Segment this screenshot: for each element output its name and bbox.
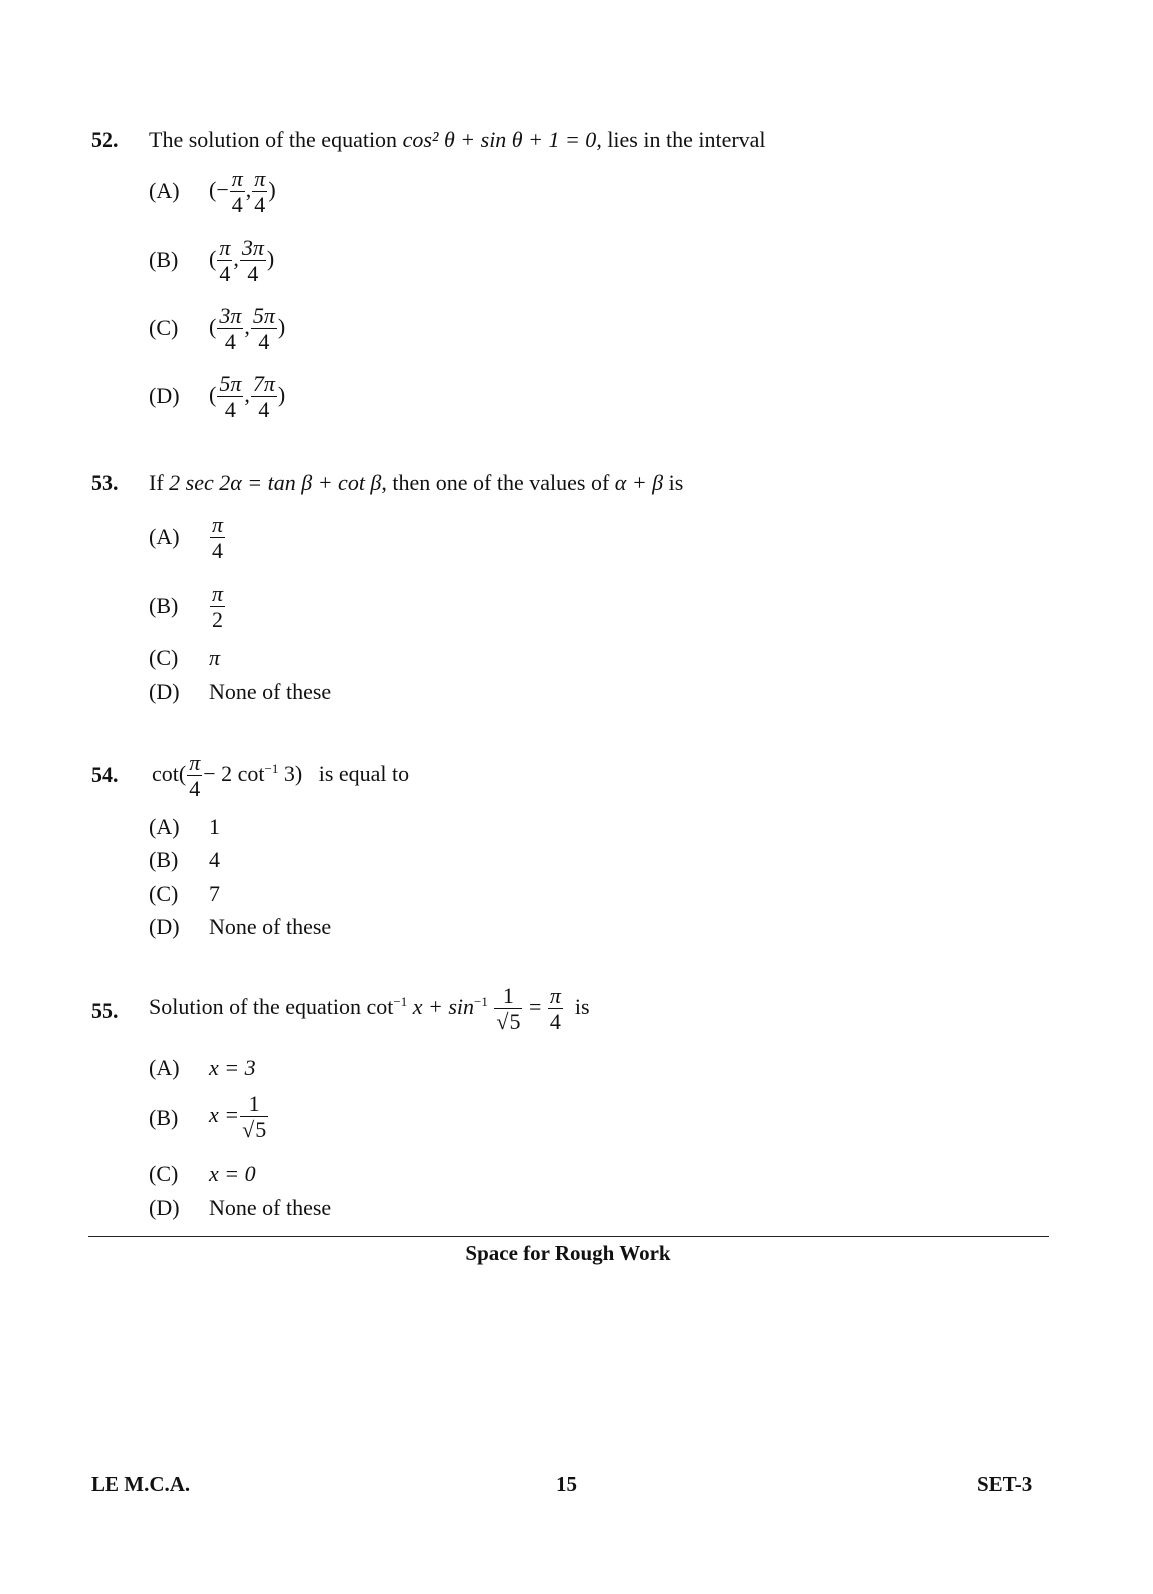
option-label: (A) xyxy=(149,524,180,549)
fraction: $\frac{5\pi}{4}$ xyxy=(252,303,275,355)
stem-equation: cos² θ + sin θ + 1 = 0 xyxy=(402,127,597,152)
fraction: $\frac{7\pi}{4}$ xyxy=(252,371,275,423)
fraction: $\frac{5\pi}{4}$ xyxy=(219,371,242,423)
question-stem xyxy=(149,127,766,153)
fraction: $\frac{\pi}{4}$ xyxy=(254,166,266,218)
question-number: 53. xyxy=(91,470,119,495)
footer-exam-code: LE M.C.A. xyxy=(91,1472,191,1496)
option-label: (D) xyxy=(149,679,180,704)
stem-equation: 2 sec 2α = tan β + cot β xyxy=(169,470,382,495)
fraction: $\frac{\pi}{4}$ xyxy=(189,750,201,802)
rough-work-heading: Space for Rough Work xyxy=(465,1241,671,1265)
footer-page-number: 15 xyxy=(556,1472,577,1496)
question-number: 55. xyxy=(91,998,119,1023)
option-label: (D) xyxy=(149,914,180,939)
option-value: 7 xyxy=(209,881,220,906)
option-value: 1 xyxy=(209,814,220,839)
fraction: $\frac{3\pi}{4}$ xyxy=(241,235,264,287)
option-value: x = 0 xyxy=(209,1161,256,1186)
option-value xyxy=(209,581,226,633)
option-label: (B) xyxy=(149,1105,179,1130)
option-value: x = 3 xyxy=(209,1055,256,1080)
stem-text: The solution of the equation xyxy=(149,127,398,152)
option-label: (B) xyxy=(149,247,179,272)
sqrt-symbol: √5 xyxy=(242,1117,267,1143)
stem-expression: α + β xyxy=(614,470,664,495)
option-value: x = $\frac{1}{√5}$ xyxy=(209,1091,267,1143)
sqrt-symbol: √5 xyxy=(496,1009,521,1035)
option-label: (C) xyxy=(149,1161,179,1186)
option-label: (A) xyxy=(149,178,180,203)
fraction: $\frac{\pi}{2}$ xyxy=(212,581,224,633)
option-value: None of these xyxy=(209,914,332,939)
option-label: (A) xyxy=(149,1055,180,1080)
option-value: ( $\frac{3\pi}{4}$ , $\frac{5\pi}{4}$ ) xyxy=(209,303,286,355)
fraction: $\frac{1}{√5}$ xyxy=(496,983,521,1035)
option-label: (B) xyxy=(149,593,179,618)
option-label: (C) xyxy=(149,315,179,340)
option-value: None of these xyxy=(209,1195,332,1220)
option-label: (D) xyxy=(149,1195,180,1220)
option-value: None of these xyxy=(209,679,332,704)
footer-set-code: SET-3 xyxy=(977,1472,1033,1496)
question-stem: cot( $\frac{\pi}{4}$ − 2 $\cot^{-1} 3$) is equal to xyxy=(152,750,410,802)
fraction: $\frac{\pi}{4}$ xyxy=(212,512,224,564)
option-value: π xyxy=(209,645,221,670)
fraction: $\frac{1}{√5}$ xyxy=(242,1091,267,1143)
fraction: $\frac{\pi}{4}$ xyxy=(231,166,243,218)
fraction: $\frac{\pi}{4}$ xyxy=(549,983,561,1035)
divider-line xyxy=(88,1236,1049,1237)
stem-text-end: , lies in the interval xyxy=(596,127,766,152)
option-label: (D) xyxy=(149,383,180,408)
option-value: ( $\frac{5\pi}{4}$ , $\frac{7\pi}{4}$ ) xyxy=(209,371,286,423)
question-number: 52. xyxy=(91,127,119,152)
question-stem: If 2 sec 2α = tan β + cot β, then one of the values of α + β is xyxy=(149,470,684,495)
option-value: ( $\frac{\pi}{4}$ , $\frac{3\pi}{4}$ ) xyxy=(209,235,275,287)
fraction: $\frac{3\pi}{4}$ xyxy=(219,303,242,355)
fraction: $\frac{\pi}{4}$ xyxy=(219,235,231,287)
question-number: 54. xyxy=(91,762,119,787)
option-value: 4 xyxy=(209,847,220,872)
option-label: (C) xyxy=(149,881,179,906)
option-label: (C) xyxy=(149,645,179,670)
option-label: (B) xyxy=(149,847,179,872)
option-label: (A) xyxy=(149,814,180,839)
question-stem: Solution of the equation $\cot^{-1} x + \sin^{-1}$ $\frac{1}{√5}$ = $\frac{\pi}{4}$ is xyxy=(149,983,590,1035)
option-value: (− $\frac{\pi}{4}$ , $\frac{\pi}{4}$ ) xyxy=(209,166,276,218)
option-value xyxy=(209,512,226,564)
